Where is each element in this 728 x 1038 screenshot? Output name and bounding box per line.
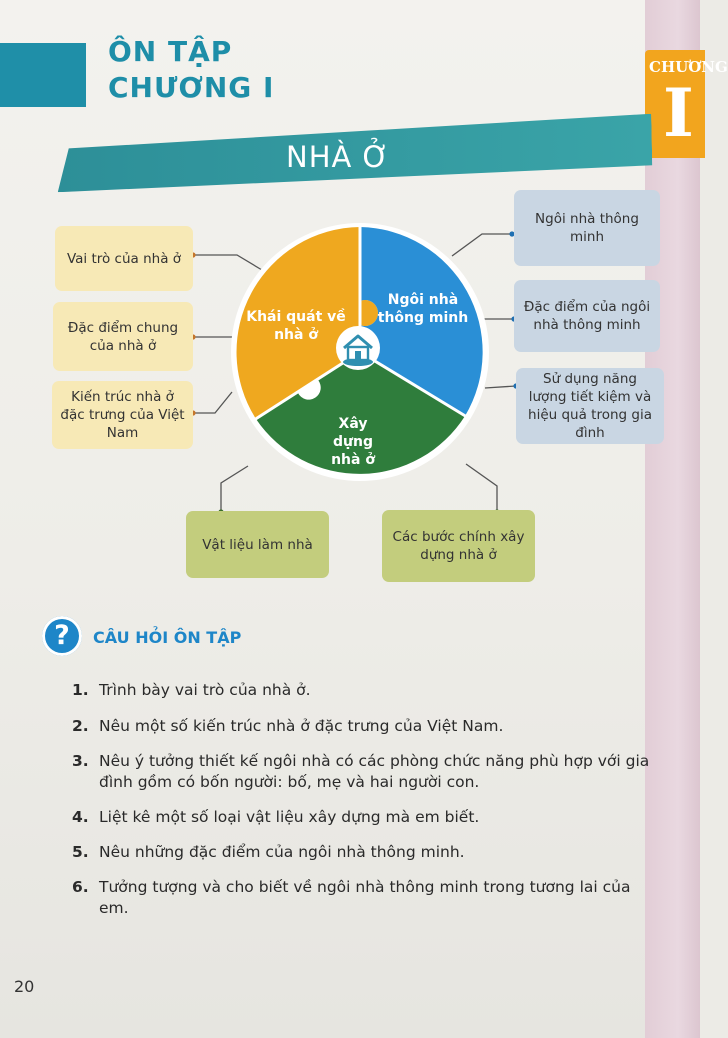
- box-energy-saving: Sử dụng năng lượng tiết kiệm và hiệu quả trong gia đình: [516, 368, 664, 444]
- puzzle-label-overview: Khái quát về nhà ở: [246, 309, 346, 343]
- box-housing-role: Vai trò của nhà ở: [55, 226, 193, 291]
- question-icon: ?: [42, 616, 82, 656]
- box-smart-home-features: Đặc điểm của ngôi nhà thông minh: [514, 280, 660, 352]
- chapter-tab-number: I: [663, 74, 694, 152]
- box-construction-steps: Các bước chính xây dựng nhà ở: [382, 510, 535, 582]
- box-building-materials: Vật liệu làm nhà: [186, 511, 329, 578]
- box-vietnam-architecture: Kiến trúc nhà ở đặc trưng của Việt Nam: [52, 381, 193, 449]
- box-housing-features: Đặc điểm chung của nhà ở: [53, 302, 193, 371]
- puzzle-label-construction: Xây dựng nhà ở: [331, 416, 375, 468]
- puzzle-label-smart-home: Ngôi nhà thông minh: [377, 292, 469, 326]
- page-title-line1: ÔN TẬP: [108, 35, 233, 68]
- page-number: 20: [14, 977, 35, 996]
- box-smart-home: Ngôi nhà thông minh: [514, 190, 660, 266]
- topic-banner-text: NHÀ Ở: [286, 140, 391, 174]
- chapter-tab-label: CHƯƠNG: [649, 58, 728, 76]
- page-title-line2: CHƯƠNG I: [108, 71, 275, 104]
- review-heading: CÂU HỎI ÔN TẬP: [93, 628, 242, 647]
